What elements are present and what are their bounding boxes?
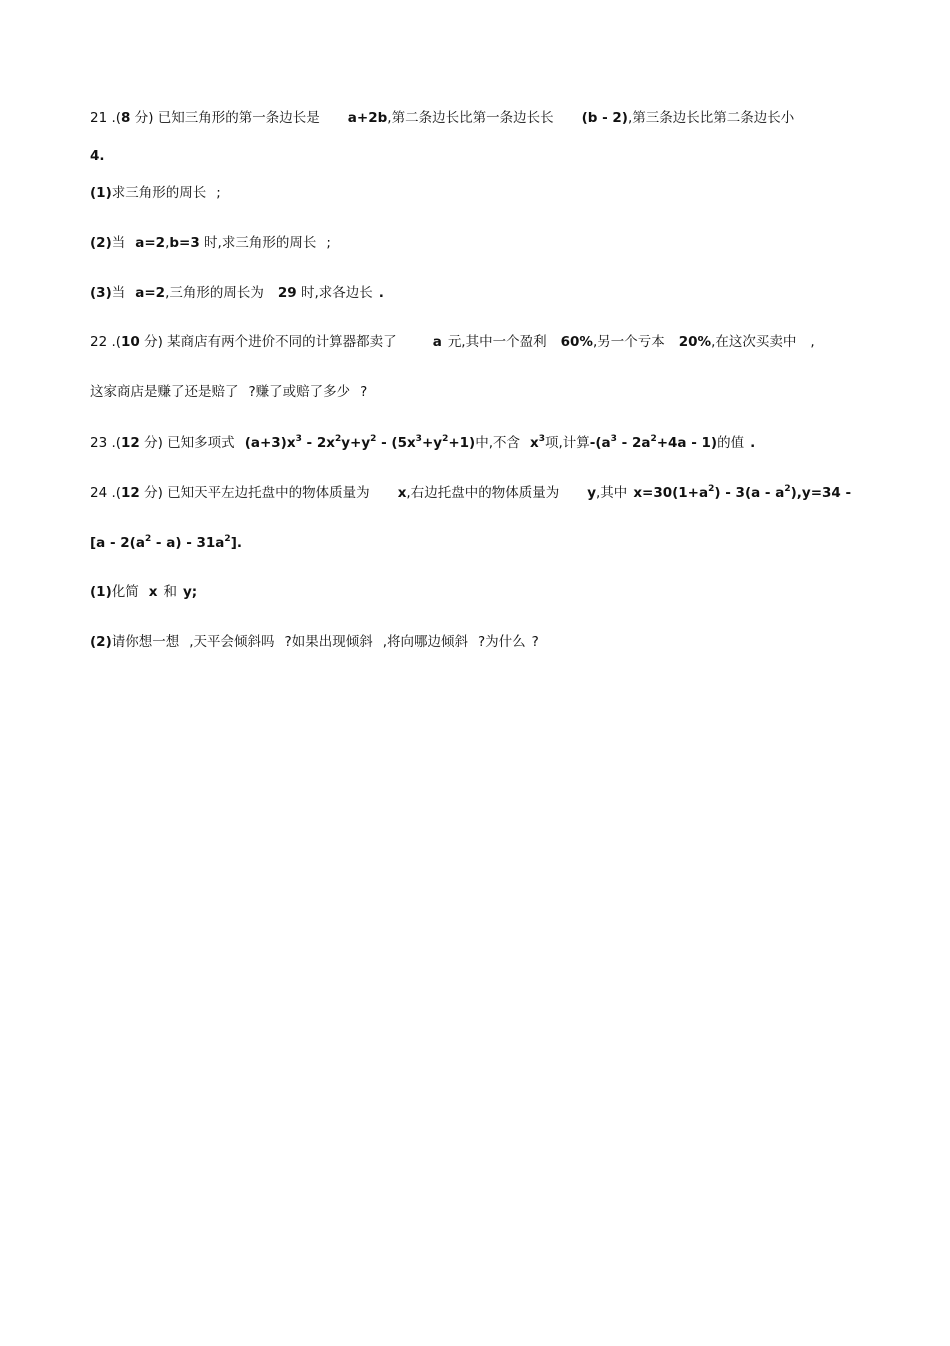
q24-text-right: ,右边托盘中的物体质量为 bbox=[406, 485, 560, 501]
q23-text-compute: 项,计算 bbox=[544, 435, 590, 451]
q24-y: y bbox=[587, 485, 597, 501]
q21-p3-perimeter: 29 bbox=[277, 285, 297, 301]
q21-p2-text: 时,求三角形的周长 bbox=[199, 235, 317, 251]
q24-x-formula: $x=30(1+a^2) - 3(a - a^2),y=34$ - bbox=[633, 484, 852, 501]
q21-text-third: ,第三条边长比第二条边长小 bbox=[627, 110, 795, 126]
q22-question-end: ? bbox=[360, 384, 368, 400]
q21-side1: a+2b bbox=[347, 110, 388, 126]
q21-p1-text: 求三角形的周长 bbox=[111, 185, 207, 201]
q22-number: 22 .( bbox=[90, 334, 122, 350]
q24-p2-end: ? bbox=[531, 634, 539, 650]
q23-text-intro: 分) 已知多项式 bbox=[139, 435, 235, 451]
q22-loss-rate: 20% bbox=[678, 334, 712, 350]
q24-text-where: ,其中 bbox=[596, 485, 628, 501]
q23-text-value: 的值 bbox=[717, 435, 745, 451]
q24-p2-t5: ?为什么 bbox=[478, 634, 526, 650]
q21-p3-end: . bbox=[378, 285, 384, 301]
q21-p1-label: (1) bbox=[90, 185, 112, 201]
q24-p1-label: (1) bbox=[90, 584, 112, 600]
q22-text-profit: 元,其中一个盈利 bbox=[447, 334, 547, 350]
q21-p2-when: 当 bbox=[111, 235, 126, 251]
q21-p3-when: 当 bbox=[111, 285, 126, 301]
q23-text-exclude: 中,不含 bbox=[475, 435, 520, 451]
q24-p2-t4: ,将向哪边倾斜 bbox=[382, 634, 468, 650]
q24-line-2: $[a - 2(a^2 - a) - 31a^2]$. bbox=[90, 534, 242, 551]
q22-text-loss: ,另一个亏本 bbox=[592, 334, 665, 350]
q21-part-1 bbox=[90, 183, 221, 203]
q24-text-intro: 分) 已知天平左边托盘中的物体质量为 bbox=[139, 485, 370, 501]
q22-line-2 bbox=[90, 382, 367, 402]
q22-score: 10 bbox=[121, 334, 140, 350]
q24-p2-t3: ?如果出现倾斜 bbox=[284, 634, 373, 650]
q21-score: 8 bbox=[121, 110, 131, 126]
q24-p2-label: (2) bbox=[90, 634, 112, 650]
q24-p1-and: 和 bbox=[163, 584, 177, 600]
q21-line-2: 4. bbox=[90, 148, 105, 164]
q23-score: 12 bbox=[121, 435, 140, 451]
q22-question-2: ?赚了或赔了多少 bbox=[248, 384, 351, 400]
q24-x: x bbox=[397, 485, 407, 501]
q23-polynomial: $(a+3)x^3 - 2x^2y+y^2 - (5x^3+y^2+1)$ bbox=[244, 434, 476, 451]
q23-expression: $-(a^3 - 2a^2+4a - 1)$ bbox=[589, 434, 718, 451]
q21-p3-label: (3) bbox=[90, 285, 112, 301]
q22-text-deal: ,在这次买卖中 bbox=[711, 334, 797, 350]
q24-line-1 bbox=[90, 483, 851, 503]
q24-number: 24 .( bbox=[90, 485, 122, 501]
q24-part-2 bbox=[90, 632, 539, 652]
q22-line-1 bbox=[90, 332, 815, 352]
q24-part-1 bbox=[90, 582, 197, 602]
q24-p1-y: y; bbox=[182, 584, 198, 600]
q23-line-1 bbox=[90, 433, 755, 453]
q21-text-second: ,第二条边长比第一条边长长 bbox=[387, 110, 554, 126]
q23-end: . bbox=[750, 435, 756, 451]
q24-p1-x: x bbox=[148, 584, 158, 600]
q21-diff: (b - 2) bbox=[581, 110, 628, 126]
q24-p2-t1: 请你想一想 bbox=[111, 634, 180, 650]
q21-number: 21 .( bbox=[90, 110, 122, 126]
q21-p3-text: ,三角形的周长为 bbox=[165, 285, 264, 301]
q24-p1-text: 化简 bbox=[111, 584, 139, 600]
q24-score: 12 bbox=[121, 485, 140, 501]
q21-p3-a: a=2 bbox=[135, 285, 166, 301]
q21-p2-a: a=2 bbox=[135, 235, 166, 251]
q21-text-intro: 分) 已知三角形的第一条边长是 bbox=[130, 110, 320, 126]
q24-p2-t2: ,天平会倾斜吗 bbox=[189, 634, 275, 650]
q21-p1-end: ; bbox=[216, 185, 221, 201]
q22-profit-rate: 60% bbox=[560, 334, 593, 350]
q21-p2-label: (2) bbox=[90, 235, 112, 251]
q23-number: 23 .( bbox=[90, 435, 122, 451]
q21-p2-comma: , bbox=[165, 235, 170, 251]
q22-price: a bbox=[432, 334, 442, 350]
q22-question-1: 这家商店是赚了还是赔了 bbox=[90, 384, 239, 400]
q21-part-2 bbox=[90, 233, 331, 253]
q21-p2-end: ; bbox=[326, 235, 331, 251]
q21-part-3 bbox=[90, 283, 384, 303]
q21-p3-text2: 时,求各边长 bbox=[296, 285, 373, 301]
q21-p2-b: b=3 bbox=[169, 235, 200, 251]
q22-text-intro: 分) 某商店有两个进价不同的计算器都卖了 bbox=[139, 334, 397, 350]
q21-line-1 bbox=[90, 108, 794, 128]
q23-term: $x^3$ bbox=[530, 434, 545, 451]
q22-end: , bbox=[810, 334, 815, 350]
